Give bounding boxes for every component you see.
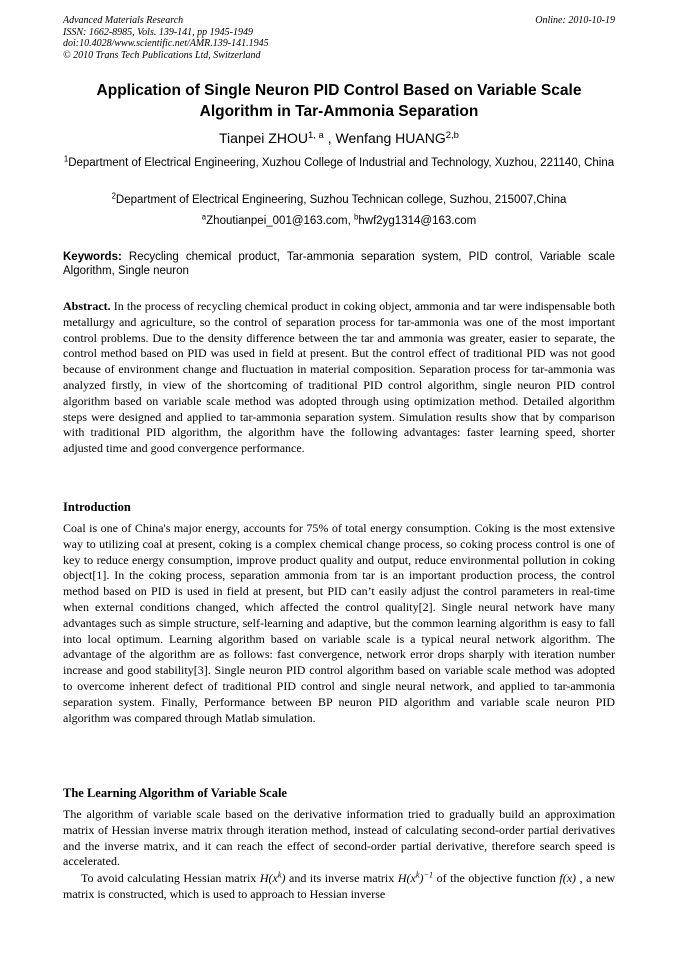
hessian-formula-sup: k (277, 870, 282, 880)
introduction-text: Coal is one of China's major energy, accounts for 75% of total energy consumption. Coking is the most extensive way to utilizing coal at present, coking is a complex chemical change process, so coking process control is one of key to reduce energy consumption, improve product quality and output, reduce environmental pollution in coking object[1]. In the coking process, separation ammonia from tar is an important production process, the control method based on PID is used in field at present, but PID can’t easily adjust the control parameters in real-time when external conditions changed, which affected the control quality[2]. Single neural network have many advantages such as simple structure, self-learning and adaptive, but the common learning algorithm is easy to fall into local optimum. Learning algorithm based on variable scale is a typical neural network algorithm. The advantage of the algorithm are as follows: fast convergence, network error drops sharply with iteration number increase and good stability[3]. Single neuron PID control algorithm based on variable scale method was adopted to overcome inherent defect of traditional PID control and single neural network, and applied to tar-ammonia separation system. Finally, Performance between BP neuron PID algorithm and variable scale neuron PID algorithm was compared through Matlab simulation. (63, 521, 615, 725)
keywords-label: Keywords: (63, 251, 122, 263)
author-2-affiliation-mark: 2,b (445, 129, 459, 141)
objective-function-formula: f(x) (559, 871, 577, 885)
hessian-formula-base: H(x (259, 871, 278, 885)
abstract-label: Abstract. (63, 299, 111, 313)
email-a[interactable]: Zhoutianpei_001@163.com, (206, 215, 355, 227)
introduction-heading: Introduction (63, 500, 131, 514)
author-1-affiliation-mark: 1, a (307, 129, 324, 141)
inverse-formula-base: H(x (397, 871, 416, 885)
affiliation-1-text: Department of Electrical Engineering, Xuzhou College of Industrial and Technology, Xuzhou, 221140, China (68, 157, 615, 169)
author-1: Tianpei ZHOU (219, 130, 308, 146)
journal-name: Advanced Materials Research (63, 15, 184, 26)
abstract-text: In the process of recycling chemical product in coking object, ammonia and tar were indispensable both metallurgy and agriculture, so the control of separation process for tar-ammonia was one of the most important control problems. Due to the density difference between the tar and ammonia was greater, easier to separate, the control method based on PID was used in field at present. But the control effect of traditional PID was not good because of environment change and fluctuation in material composition. Separation process for tar-ammonia was analyzed firstly, in view of the shortcoming of traditional PID control algorithm, single neuron PID control algorithm based on variable scale method was adopted through using optimization method. Detailed algorithm steps were designed and applied to tar-ammonia separation system. Simulation results show that by comparison with traditional PID algorithm, the algorithm have the following advantages: faster learning speed, shorter adjusted time and good convergence performance. (63, 299, 615, 456)
inverse-hessian-formula (398, 871, 433, 885)
affiliation-2-mark: 2 (111, 191, 116, 201)
affiliation-1 (63, 155, 615, 171)
hessian-formula-close: ) (281, 871, 286, 885)
email-b[interactable]: hwf2yg1314@163.com (358, 215, 477, 227)
copyright-line: © 2010 Trans Tech Publications Ltd, Switzerland (63, 49, 261, 61)
doi-link[interactable]: doi:10.4028/www.scientific.net/AMR.139-141.1945 (63, 38, 269, 49)
author-separator: , (323, 130, 336, 146)
p2-text-d: , a new matrix is constructed, which is used to approach to Hessian inverse (63, 871, 615, 901)
affiliation-1-mark: 1 (63, 154, 69, 164)
p2-text-b: and its inverse matrix (285, 871, 398, 885)
affiliation-2-text: Department of Electrical Engineering, Suzhou Technican college, Suzhou, 215007,China (115, 194, 567, 206)
author-line (63, 129, 615, 147)
affiliation-2 (63, 192, 615, 208)
hessian-formula (260, 871, 286, 885)
email-b-mark: b (354, 212, 359, 222)
paper-title: Application of Single Neuron PID Control Based on Variable Scale Algorithm in Tar-Ammonia Separation (96, 82, 582, 120)
journal-info (63, 15, 269, 61)
inverse-formula-sup: k (415, 870, 420, 880)
issn-line: ISSN: 1662-8985, Vols. 139-141, pp 1945-1949 (63, 26, 253, 38)
inverse-formula-exponent: −1 (423, 870, 434, 880)
abstract (63, 299, 615, 457)
author-2: Wenfang HUANG (335, 130, 446, 146)
keywords-text: Recycling chemical product, Tar-ammonia separation system, PID control, Variable scale Algorithm, Single neuron (63, 251, 618, 277)
keywords (63, 250, 618, 278)
email-a-mark: a (201, 212, 207, 222)
learning-heading: The Learning Algorithm of Variable Scale (63, 786, 287, 800)
email-line (63, 213, 615, 229)
learning-paragraph-2 (63, 871, 615, 903)
p2-text-a: To avoid calculating Hessian matrix (81, 871, 260, 885)
online-date: Online: 2010-10-19 (535, 15, 615, 26)
inverse-formula-close: ) (419, 871, 424, 885)
p2-text-c: of the objective function (433, 871, 560, 885)
learning-paragraph-1: The algorithm of variable scale based on the derivative information tried to gradually build an approximation matrix of Hessian inverse matrix through iteration method, instead of calculating second-order partial derivatives and the inverse matrix, and it can reach the effect of second-order partial derivative, therefore search speed is accelerated. (63, 807, 615, 869)
